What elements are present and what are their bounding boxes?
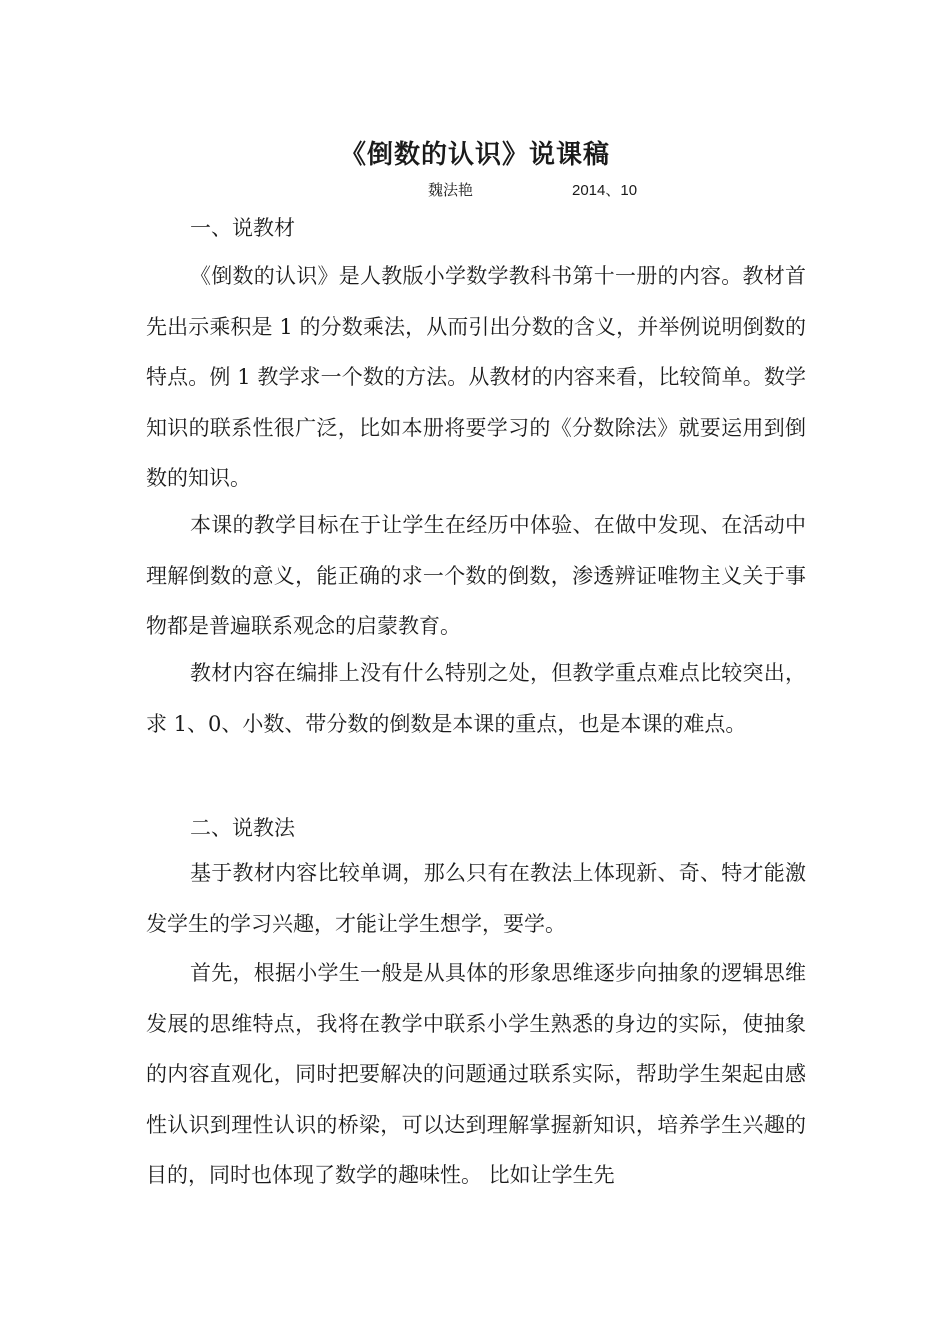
paragraph-method-intro: 基于教材内容比较单调，那么只有在教法上体现新、奇、特才能激发学生的学习兴趣，才能让学生想学，要学。 xyxy=(146,861,806,936)
paragraph-method-first: 首先，根据小学生一般是从具体的形象思维逐步向抽象的逻辑思维发展的思维特点，我将在教学中联系小学生熟悉的身边的实际，使抽象的内容直观化，同时把要解决的问题通过联系实际，帮助学生架起由感性认识到理性认识的桥梁，可以达到理解掌握新知识，培养学生兴趣的目的，同时也体现了数学的趣味性。 比如让学生先 xyxy=(146,961,806,1188)
section-heading-teaching-material: 一、说教材 xyxy=(190,216,295,240)
paragraph-material-intro: 《倒数的认识》是人教版小学数学教科书第十一册的内容。教材首先出示乘积是 1 的分数乘法，从而引出分数的含义，并举例说明倒数的特点。例 1 教学求一个数的方法。从教材的内容来看，比较简单。数学知识的联系性很广泛，比如本册将要学习的《分数除法》就要运用到倒数的知识。 xyxy=(146,264,806,491)
paragraph-teaching-goals: 本课的教学目标在于让学生在经历中体验、在做中发现、在活动中理解倒数的意义，能正确的求一个数的倒数，渗透辨证唯物主义关于事物都是普遍联系观念的启蒙教育。 xyxy=(146,513,806,639)
paragraph-key-points: 教材内容在编排上没有什么特别之处，但教学重点难点比较突出，求 1、0、小数、带分数的倒数是本课的重点，也是本课的难点。 xyxy=(146,661,806,736)
document-date: 2014、10 xyxy=(572,182,638,199)
author-name: 魏法艳 xyxy=(428,181,474,199)
section-heading-teaching-method: 二、说教法 xyxy=(190,816,295,840)
document-title: 《倒数的认识》说课稿 xyxy=(339,140,610,170)
